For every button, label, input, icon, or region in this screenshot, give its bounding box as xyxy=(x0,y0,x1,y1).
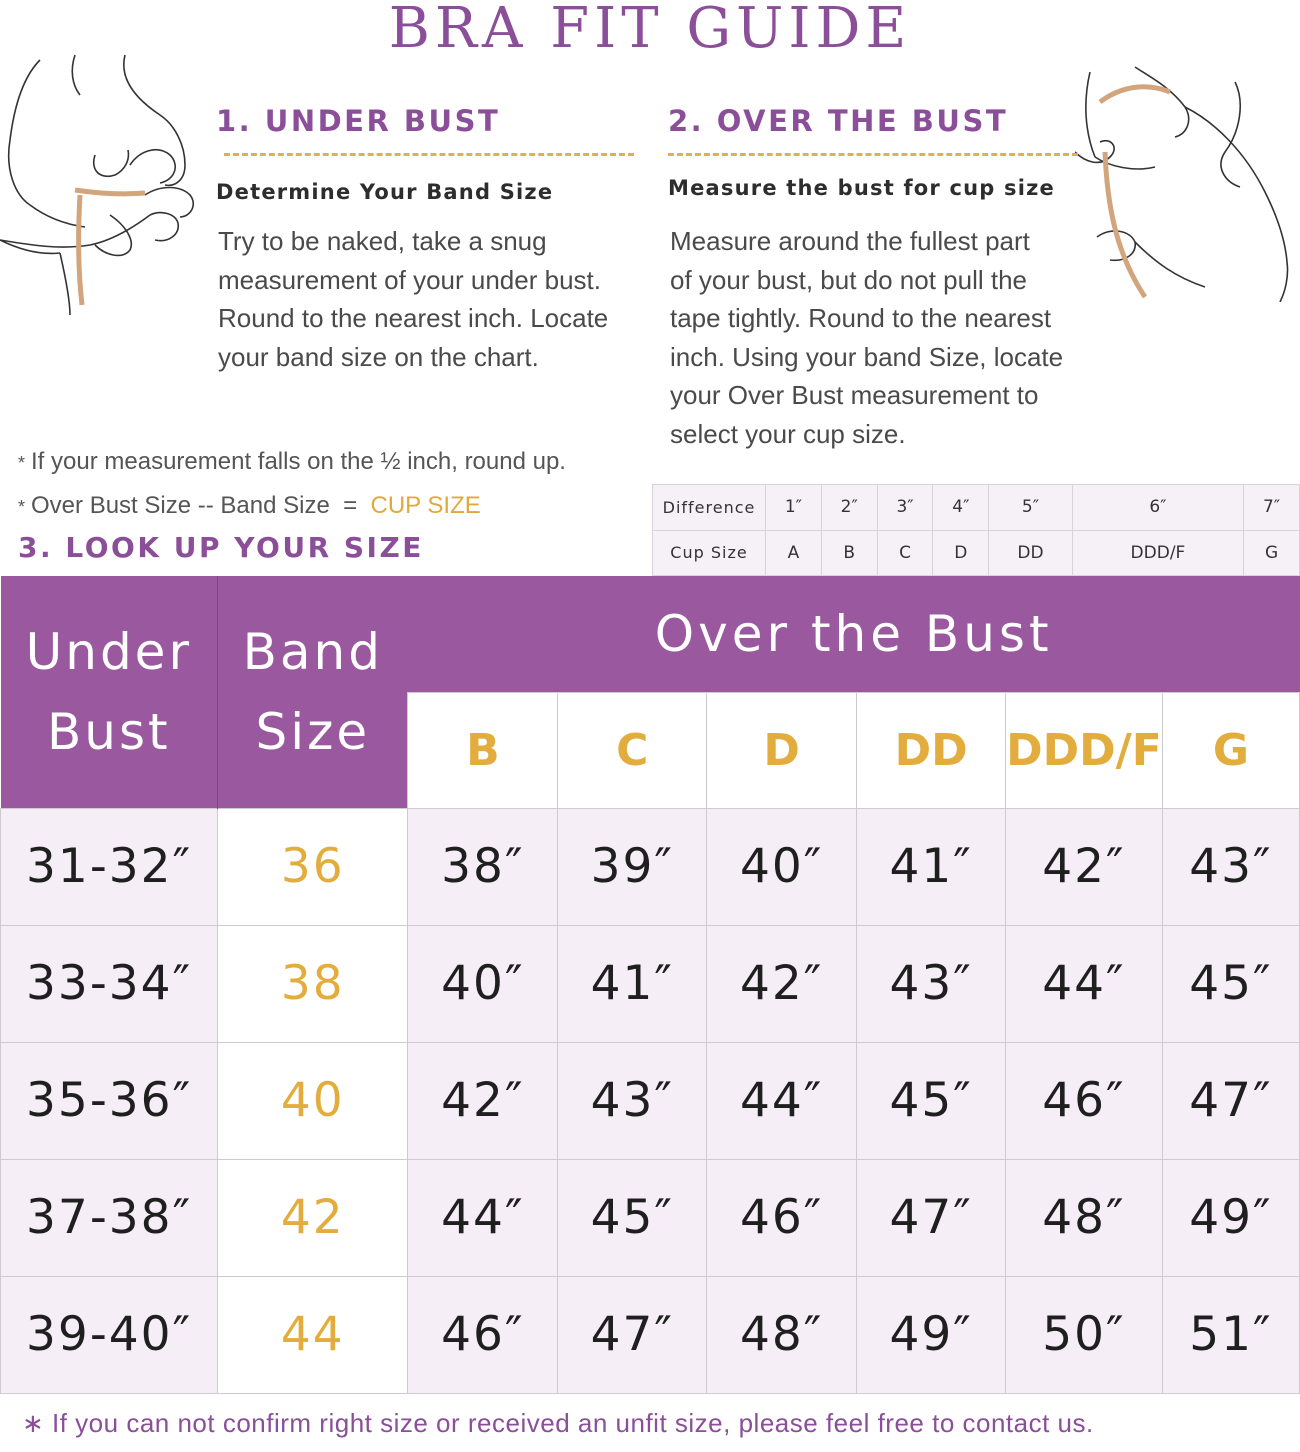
over-bust-cell: 51″ xyxy=(1162,1276,1299,1393)
band-size-column-header xyxy=(218,576,408,808)
half-inch-note-text: If your measurement falls on the ½ inch, round up. xyxy=(31,448,566,475)
band-size-cell: 44 xyxy=(218,1276,408,1393)
over-bust-cell: 45″ xyxy=(1162,925,1299,1042)
over-bust-line: tape tightly. Round to the nearest xyxy=(670,303,1052,333)
under-bust-cell: 37-38″ xyxy=(1,1159,218,1276)
cup-difference-table xyxy=(652,484,1300,576)
over-bust-cell: 39″ xyxy=(558,808,707,925)
under-bust-cell: 33-34″ xyxy=(1,925,218,1042)
cup-cell: G xyxy=(1244,530,1300,576)
difference-row xyxy=(653,485,1300,531)
over-the-bust-header: Over the Bust xyxy=(408,576,1300,692)
under-bust-instructions xyxy=(218,222,608,376)
under-bust-cell: 35-36″ xyxy=(1,1042,218,1159)
over-bust-subheading: Measure the bust for cup size xyxy=(668,176,1055,200)
under-bust-heading: 1. UNDER BUST xyxy=(216,104,501,138)
over-bust-cell: 43″ xyxy=(558,1042,707,1159)
under-bust-cell: 31-32″ xyxy=(1,808,218,925)
asterisk-icon: * xyxy=(18,453,26,473)
table-row xyxy=(1,925,1300,1042)
cup-cell: B xyxy=(821,530,877,576)
cup-cell: C xyxy=(877,530,933,576)
difference-cell: 1″ xyxy=(766,485,822,531)
under-bust-header-line: Under xyxy=(25,622,192,681)
cup-cell: A xyxy=(766,530,822,576)
under-bust-cell: 39-40″ xyxy=(1,1276,218,1393)
over-bust-cell: 42″ xyxy=(408,1042,558,1159)
over-bust-cell: 46″ xyxy=(408,1276,558,1393)
contact-footer-note: ∗ If you can not confirm right size or received an unfit size, please feel free to contact us. xyxy=(22,1408,1094,1438)
table-row xyxy=(1,808,1300,925)
difference-cell: 2″ xyxy=(821,485,877,531)
over-bust-cell: 40″ xyxy=(408,925,558,1042)
over-bust-cell: 44″ xyxy=(1006,925,1163,1042)
band-size-cell: 40 xyxy=(218,1042,408,1159)
over-bust-line: Measure around the fullest part xyxy=(670,226,1030,256)
over-bust-divider xyxy=(668,153,1078,156)
difference-label: Difference xyxy=(653,485,766,531)
cup-size-row xyxy=(653,530,1300,576)
over-bust-cell: 42″ xyxy=(1006,808,1163,925)
band-size-cell: 38 xyxy=(218,925,408,1042)
over-bust-cell: 48″ xyxy=(707,1276,857,1393)
page-title: BRA FIT GUIDE xyxy=(388,0,912,61)
table-row xyxy=(1,1276,1300,1393)
cup-formula-text: Over Bust Size -- Band Size = xyxy=(31,492,371,519)
difference-cell: 7″ xyxy=(1244,485,1300,531)
cup-header: DDD/F xyxy=(1006,692,1163,808)
over-bust-heading: 2. OVER THE BUST xyxy=(668,104,1009,138)
over-bust-cell: 48″ xyxy=(1006,1159,1163,1276)
over-bust-cell: 41″ xyxy=(558,925,707,1042)
cup-header: C xyxy=(558,692,707,808)
under-bust-column-header xyxy=(1,576,218,808)
over-bust-instructions xyxy=(670,222,1063,453)
over-bust-cell: 46″ xyxy=(707,1159,857,1276)
over-bust-cell: 42″ xyxy=(707,925,857,1042)
over-bust-cell: 47″ xyxy=(1162,1042,1299,1159)
cup-cell: D xyxy=(933,530,989,576)
under-bust-header-line: Bust xyxy=(47,702,171,761)
over-bust-cell: 40″ xyxy=(707,808,857,925)
over-bust-cell: 45″ xyxy=(558,1159,707,1276)
cup-cell: DDD/F xyxy=(1072,530,1243,576)
table-row xyxy=(1,1159,1300,1276)
half-inch-note xyxy=(18,448,566,476)
under-bust-subheading: Determine Your Band Size xyxy=(216,180,554,204)
cup-size-label: Cup Size xyxy=(653,530,766,576)
over-bust-measure-illustration-icon xyxy=(1075,62,1300,302)
over-bust-cell: 50″ xyxy=(1006,1276,1163,1393)
difference-cell: 6″ xyxy=(1072,485,1243,531)
size-chart-table xyxy=(0,576,1300,1394)
under-bust-measure-illustration-icon xyxy=(0,45,220,315)
over-bust-cell: 44″ xyxy=(408,1159,558,1276)
cup-header: DD xyxy=(857,692,1006,808)
over-bust-cell: 45″ xyxy=(857,1042,1006,1159)
over-bust-cell: 46″ xyxy=(1006,1042,1163,1159)
difference-cell: 3″ xyxy=(877,485,933,531)
over-bust-cell: 49″ xyxy=(1162,1159,1299,1276)
band-size-cell: 36 xyxy=(218,808,408,925)
band-size-header-line: Band xyxy=(242,622,383,681)
band-size-header-line: Size xyxy=(255,702,371,761)
over-bust-cell: 47″ xyxy=(558,1276,707,1393)
cup-formula-result: CUP SIZE xyxy=(370,492,481,519)
over-bust-cell: 49″ xyxy=(857,1276,1006,1393)
over-bust-line: inch. Using your band Size, locate xyxy=(670,341,1064,372)
over-bust-cell: 44″ xyxy=(707,1042,857,1159)
cup-header: G xyxy=(1162,692,1299,808)
cup-formula-note xyxy=(18,492,481,520)
under-bust-line: Try to be naked, take a snug xyxy=(218,226,547,256)
over-bust-cell: 47″ xyxy=(857,1159,1006,1276)
under-bust-line: your band size on the chart. xyxy=(218,341,539,372)
under-bust-line: Round to the nearest inch. Locate xyxy=(218,303,609,333)
table-row xyxy=(1,1042,1300,1159)
under-bust-line: measurement of your under bust. xyxy=(218,264,601,295)
cup-header: D xyxy=(707,692,857,808)
over-bust-cell: 43″ xyxy=(857,925,1006,1042)
cup-header: B xyxy=(408,692,558,808)
over-bust-cell: 43″ xyxy=(1162,808,1299,925)
band-size-cell: 42 xyxy=(218,1159,408,1276)
cup-cell: DD xyxy=(989,530,1073,576)
look-up-size-heading: 3. LOOK UP YOUR SIZE xyxy=(18,531,424,564)
over-bust-line: your Over Bust measurement to xyxy=(670,380,1039,410)
asterisk-icon: * xyxy=(18,497,26,517)
over-bust-cell: 38″ xyxy=(408,808,558,925)
difference-cell: 4″ xyxy=(933,485,989,531)
under-bust-divider xyxy=(224,153,634,156)
over-bust-line: of your bust, but do not pull the xyxy=(670,264,1028,295)
difference-cell: 5″ xyxy=(989,485,1073,531)
over-bust-line: select your cup size. xyxy=(670,418,906,449)
over-bust-cell: 41″ xyxy=(857,808,1006,925)
